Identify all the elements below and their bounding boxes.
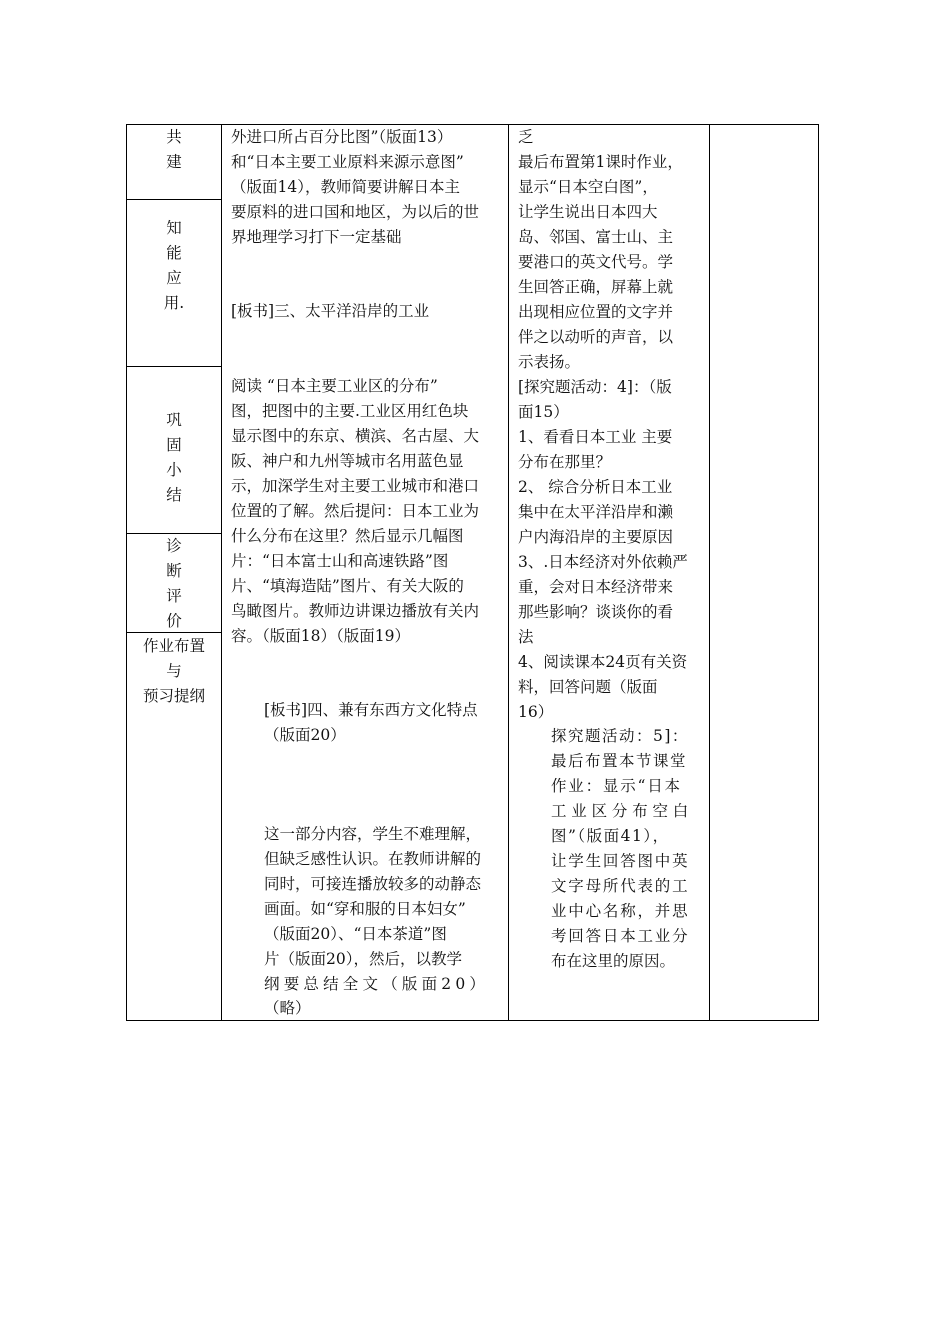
middle-line: 位置的了解。然后提问：日本工业为 bbox=[231, 502, 480, 520]
middle-line: 片、“填海造陆”图片、有关大阪的 bbox=[231, 577, 464, 595]
board-note-heading: [板书]三、太平洋沿岸的工业 bbox=[231, 302, 430, 320]
table-border-top bbox=[126, 124, 819, 125]
section-label-zhenduan-pingjia: 诊 断 评 价 bbox=[166, 537, 182, 630]
middle-line: 外进口所占百分比图”（版面13） bbox=[231, 128, 453, 146]
middle-line: 阅读 “日本主要工业区的分布” bbox=[231, 377, 438, 395]
middle-line: 示，加深学生对主要工业城市和港口 bbox=[231, 477, 480, 495]
section-label-zhineng-yingyong: 知 能 应 用. bbox=[163, 219, 185, 312]
middle-line: 画面。如“穿和服的日本妇女” bbox=[264, 900, 466, 918]
right-line: 伴之以动听的声音，以 bbox=[518, 328, 674, 346]
question-item: 2、 综合分析日本工业 bbox=[518, 478, 673, 496]
column-divider-2 bbox=[508, 124, 509, 1021]
middle-line: 同时，可接连播放较多的动静态 bbox=[264, 875, 482, 893]
middle-line: 什么分布在这里？然后显示几幅图 bbox=[231, 527, 464, 545]
right-line: 最后布置第1课时作业， bbox=[518, 153, 683, 171]
right-line: 生回答正确，屏幕上就 bbox=[518, 278, 674, 296]
right-line: 法 bbox=[518, 628, 534, 646]
middle-line: 片：“日本富士山和高速铁路”图 bbox=[231, 552, 449, 570]
middle-line: 阪、神户和九州等城市名用蓝色显 bbox=[231, 452, 464, 470]
question-item: 4、阅读课本24页有关资 bbox=[518, 653, 688, 671]
middle-line: （版面20） bbox=[264, 726, 346, 744]
right-line: 让学生说出日本四大 bbox=[518, 203, 658, 221]
middle-line: 和“日本主要工业原料来源示意图” bbox=[231, 153, 464, 171]
right-line: 布在这里的原因。 bbox=[551, 952, 676, 970]
right-line: 16） bbox=[518, 703, 554, 721]
middle-line: 显示图中的东京、横滨、名古屋、大 bbox=[231, 427, 480, 445]
right-line: 图”（版面41）， bbox=[551, 827, 670, 845]
board-note-heading: [板书]四、兼有东西方文化特点 bbox=[264, 701, 478, 719]
right-line: 面15） bbox=[518, 403, 569, 421]
right-line: 乏 bbox=[518, 128, 534, 146]
column-divider-1 bbox=[221, 124, 222, 1021]
right-line: 让学生回答图中英 bbox=[551, 852, 690, 870]
right-line: 最后布置本节课堂 bbox=[551, 752, 688, 770]
middle-line: 纲要总结全文（版面20） bbox=[264, 975, 490, 993]
right-line: 文字母所代表的工 bbox=[551, 877, 690, 895]
middle-line: 这一部分内容，学生不难理解， bbox=[264, 825, 482, 843]
right-line: 集中在太平洋沿岸和濑 bbox=[518, 503, 674, 521]
right-line: 工业区分布空白 bbox=[551, 802, 694, 820]
middle-line: 鸟瞰图片。教师边讲课边播放有关内 bbox=[231, 602, 480, 620]
right-line: 户内海沿岸的主要原因 bbox=[518, 528, 674, 546]
middle-line: （版面20）、“日本茶道”图 bbox=[264, 925, 447, 943]
activity-heading: [探究题活动：4]：（版 bbox=[518, 378, 672, 396]
right-line: 作业：显示“日本 bbox=[551, 777, 682, 795]
row-divider-2 bbox=[126, 366, 221, 367]
right-line: 考回答日本工业分 bbox=[551, 927, 690, 945]
right-line: 示表扬。 bbox=[518, 353, 581, 371]
right-line: 那些影响？谈谈你的看 bbox=[518, 603, 674, 621]
right-line: 岛、邻国、富士山、主 bbox=[518, 228, 674, 246]
row-divider-1 bbox=[126, 199, 221, 200]
right-line: 显示“日本空白图”， bbox=[518, 178, 658, 196]
right-line: 要港口的英文代号。学 bbox=[518, 253, 674, 271]
section-label-gonggu-xiaojie: 巩 固 小 结 bbox=[166, 411, 182, 504]
middle-line: （略） bbox=[264, 999, 311, 1017]
right-line: 业中心名称，并思 bbox=[551, 902, 690, 920]
column-divider-3 bbox=[709, 124, 710, 1021]
right-line: 出现相应位置的文字并 bbox=[518, 303, 674, 321]
middle-line: 图，把图中的主要.工业区用红色块 bbox=[231, 402, 469, 420]
question-item: 1、看看日本工业 主要 bbox=[518, 428, 673, 446]
middle-line: 容。（版面18）（版面19） bbox=[231, 627, 410, 645]
middle-line: （版面14），教师简要讲解日本主 bbox=[231, 178, 460, 196]
table-border-right bbox=[818, 124, 819, 1021]
right-line: 重，会对日本经济带来 bbox=[518, 578, 674, 596]
section-label-zuoye-buzhi: 作业布置 与 预习提纲 bbox=[142, 637, 205, 705]
activity-heading: 探究题活动：5]： bbox=[551, 727, 689, 745]
middle-line: 要原料的进口国和地区，为以后的世 bbox=[231, 203, 480, 221]
right-line: 分布在那里？ bbox=[518, 453, 612, 471]
middle-line: 但缺乏感性认识。在教师讲解的 bbox=[264, 850, 482, 868]
right-line: 料，回答问题（版面 bbox=[518, 678, 658, 696]
middle-line: 界地理学习打下一定基础 bbox=[231, 228, 402, 246]
table-border-bottom bbox=[126, 1020, 819, 1021]
question-item: 3、.日本经济对外依赖严 bbox=[518, 553, 688, 571]
middle-line: 片（版面20），然后，以教学 bbox=[264, 950, 462, 968]
section-label-gongjian: 共 建 bbox=[166, 128, 182, 171]
